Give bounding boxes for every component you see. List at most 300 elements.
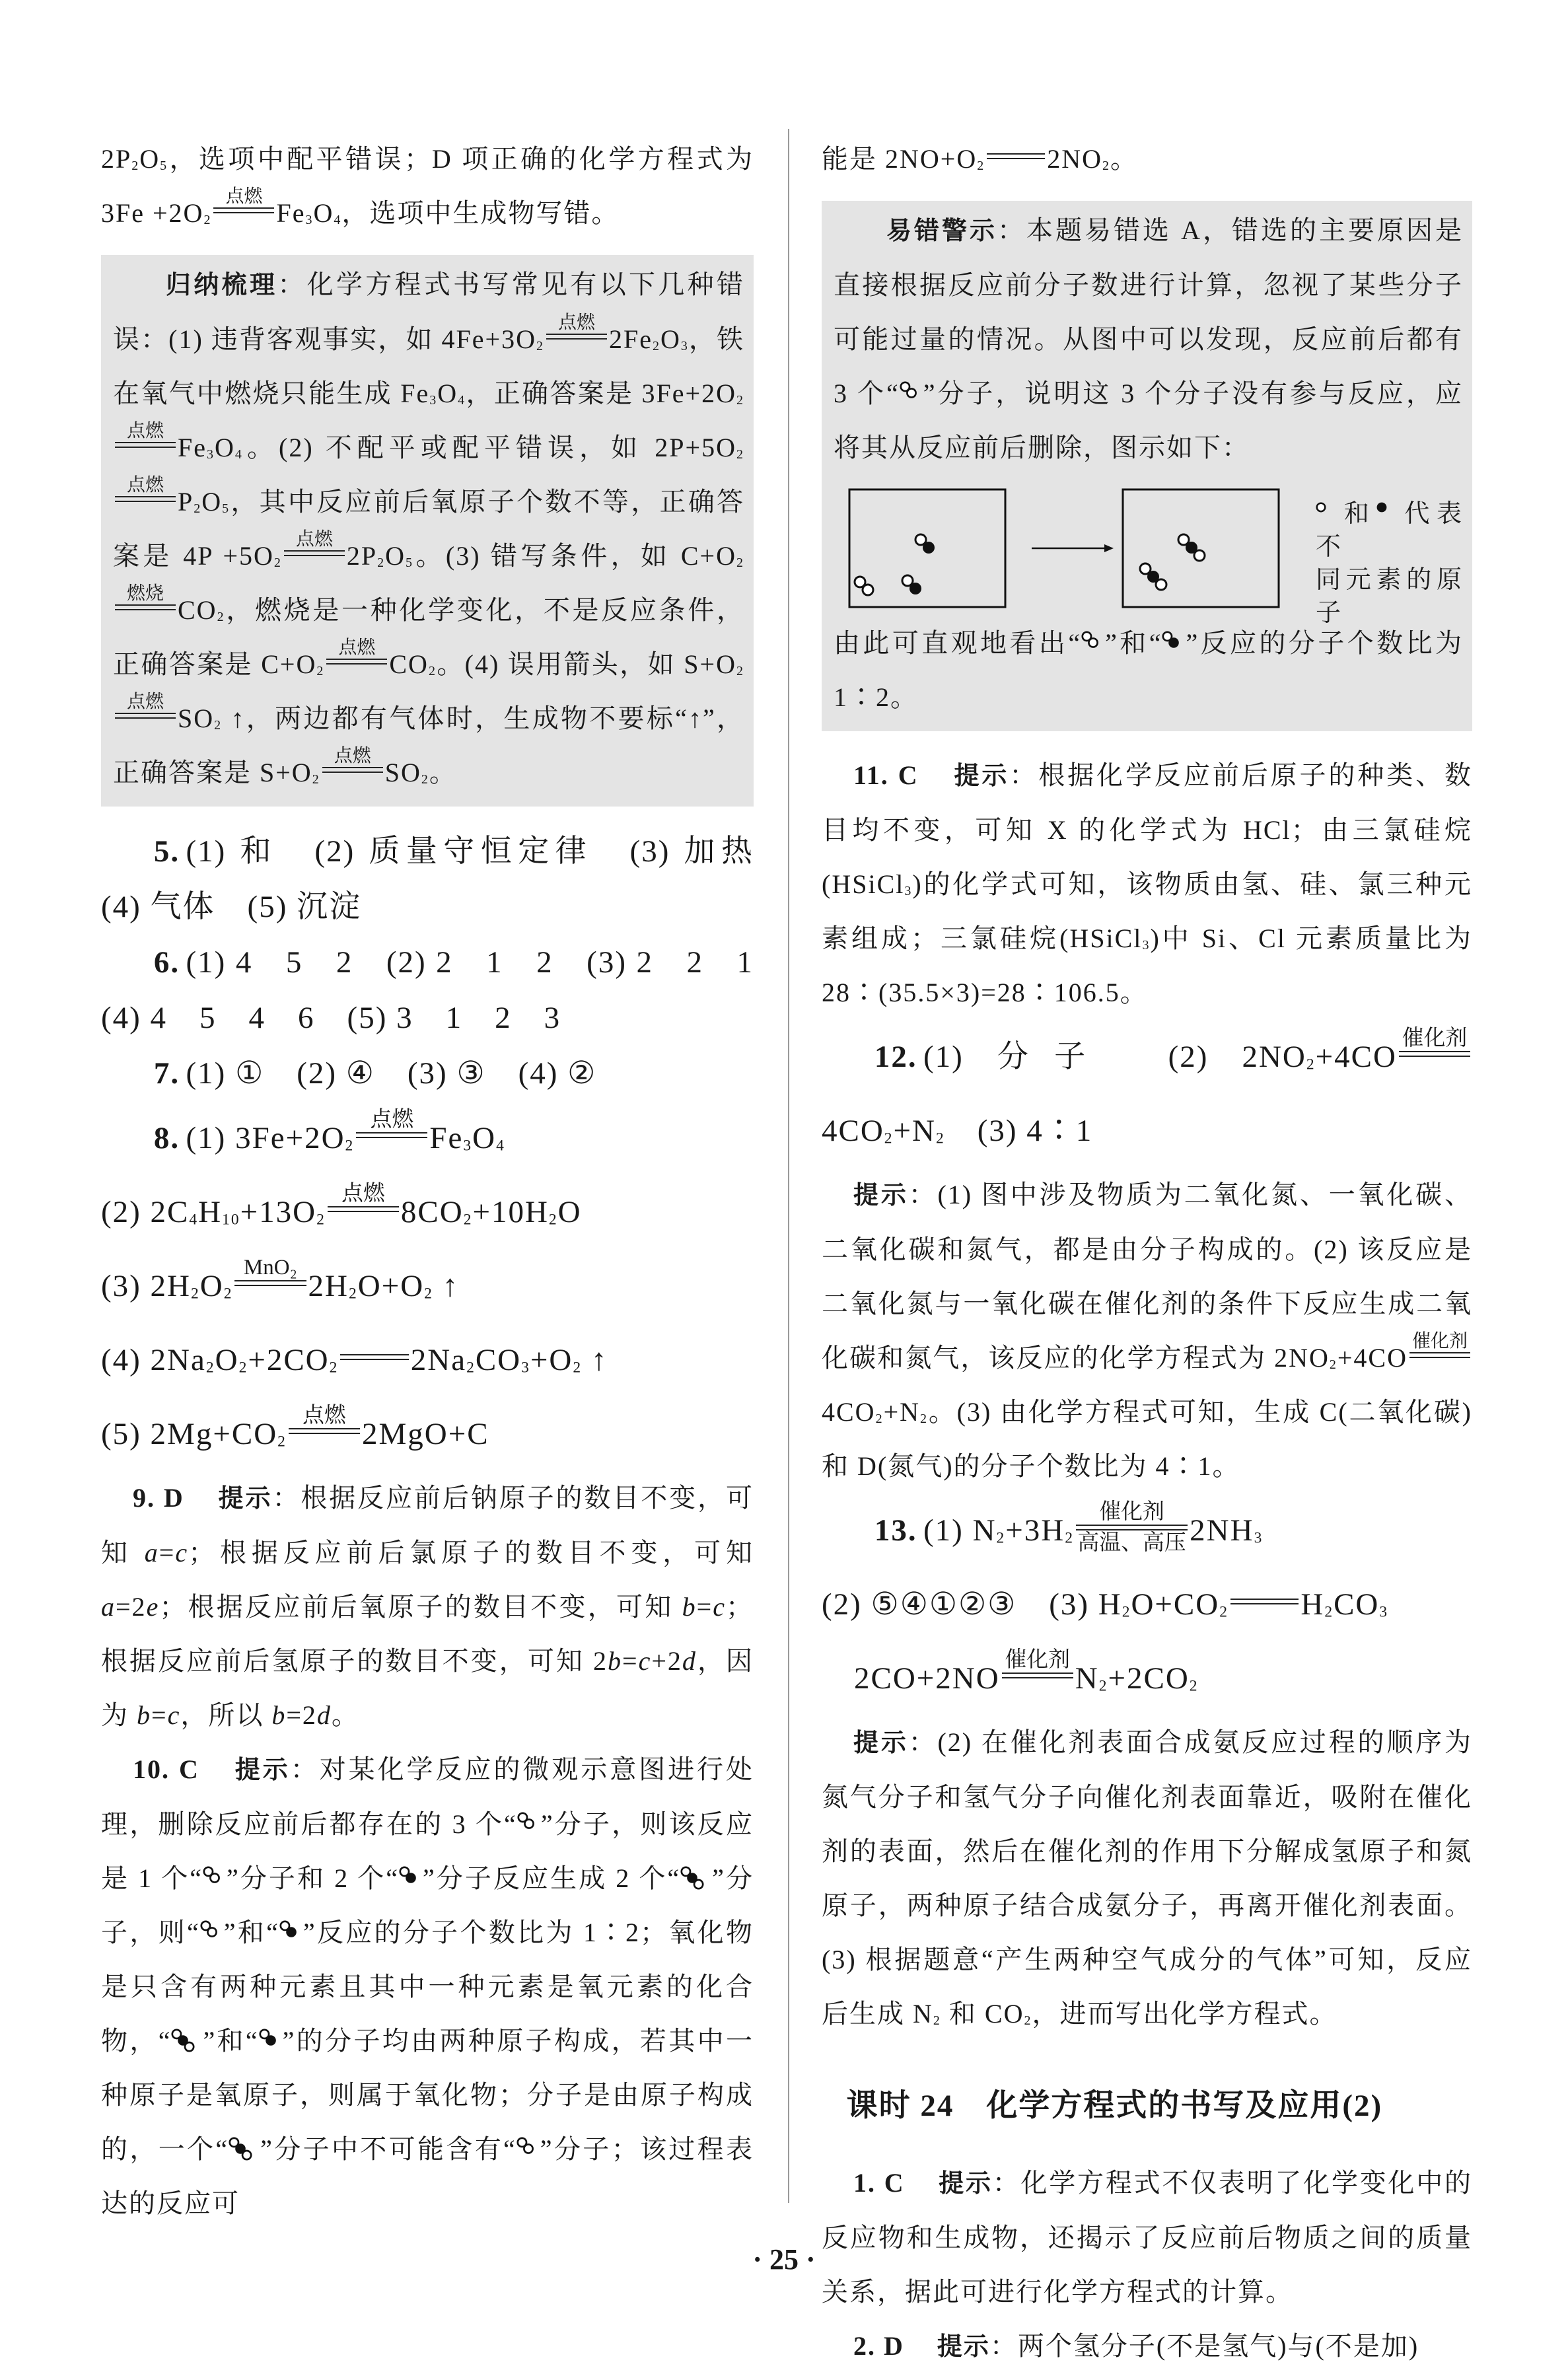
subscript: 2 (1189, 1677, 1199, 1695)
molecule-ob-icon (902, 575, 921, 594)
text: (1) 和 (2) 质量守恒定律 (3) 加热 (4) 气体 (5) 沉淀 (101, 834, 786, 924)
molecule-obo-icon (1178, 534, 1205, 561)
answer-paragraph (822, 2319, 1472, 2374)
question-number: 10. C (133, 1754, 199, 1784)
text: ：(1) 图中涉及物质为二氧化氮、一氧化碳、二氧化碳和氮气，都是由分子构成的。(2) 该反应是二氧化氮与一氧化碳在催化剂的条件下反应生成二氧化碳和氮气，该反应的化学方程式为 2NO (822, 1180, 1472, 1373)
condition-label: 催化剂 (1005, 1648, 1071, 1673)
equals-sign (987, 153, 1045, 159)
text: +2 (651, 1646, 682, 1676)
subscript: 2 (466, 1359, 476, 1377)
text: O (472, 1121, 497, 1155)
subscript: 3 (429, 393, 438, 408)
condition-label: 点燃 (334, 746, 371, 767)
text: ↑，两边都有气体时，生成物不要标“↑”，正确答案是 S+O (113, 703, 744, 787)
subscript: 2 (736, 664, 744, 678)
subscript: 2 (884, 1130, 894, 1147)
molecule-oo-icon (855, 577, 873, 595)
text: ，燃烧是一种化学变化，不是反应条件，正确答案是 C+O (113, 595, 744, 679)
molecule-obo-icon (171, 2026, 203, 2056)
text: (2) ⑤④①②③ (3) H (822, 1587, 1122, 1622)
reaction-condition-equals (1399, 1026, 1470, 1057)
subscript: 4 (496, 1137, 505, 1155)
text: ，选项中生成物写错。 (341, 198, 620, 228)
text: = (159, 1538, 176, 1567)
condition-label-below: 高温、高压 (1077, 1530, 1186, 1555)
answer-paragraph (101, 132, 754, 240)
molecule-ob-icon (915, 534, 935, 554)
subscript: 2 (329, 1359, 339, 1377)
text (909, 2331, 937, 2361)
answer-paragraph (101, 1743, 754, 2231)
text: SO (384, 758, 421, 787)
molecule-obo-icon (1140, 563, 1166, 590)
variable: c (713, 1592, 726, 1622)
text: Fe (276, 198, 306, 228)
subscript: 3 (680, 339, 689, 353)
text: 4CO (822, 1114, 884, 1148)
subscript: 2 (463, 1211, 473, 1229)
subscript: 2 (377, 556, 386, 570)
text: 。 (429, 758, 457, 787)
text: )中 Si、Cl 元素质量比为 28∶(35.5×3)=28∶106.5。 (822, 923, 1473, 1007)
subscript: 4 (458, 393, 466, 408)
subscript: 2 (736, 556, 744, 570)
text: O (215, 1343, 239, 1377)
text: +N (883, 1397, 921, 1427)
text: ，所以 (180, 1700, 272, 1730)
reaction-condition-equals (115, 475, 176, 502)
subscript: 2 (936, 1130, 945, 1147)
subscript: 2 (736, 447, 744, 462)
condition-label: 点燃 (303, 1404, 346, 1428)
text: ”分子，则该反应是 1 个“ (101, 1809, 754, 1893)
text (205, 1754, 235, 1784)
text: ，正确答案是 3Fe+2O (466, 378, 736, 408)
text: 。(3) 错写条件，如 C+O (413, 541, 736, 571)
text: +4CO (1337, 1343, 1408, 1373)
label: 提示 (853, 1182, 909, 1209)
arrowhead (1104, 544, 1114, 552)
text: 2P (346, 541, 378, 571)
variable: c (175, 1538, 189, 1567)
subscript: 2 (1065, 1529, 1074, 1547)
text: 8CO (400, 1195, 464, 1229)
subscript: 2 (214, 718, 223, 733)
answer-paragraph (822, 748, 1472, 1020)
label: 易错警示 (886, 217, 998, 245)
subscript: 4 (189, 1211, 199, 1229)
text: (1) 分子 (2) 2NO (923, 1040, 1306, 1074)
text: ：两个氢分子(不是氢气)与(不是加) (989, 2331, 1419, 2361)
subscript: 2 (875, 1412, 884, 1426)
subscript: 3 (1142, 938, 1151, 953)
text: (1) 4 5 2 (2) 2 1 2 (3) 2 2 1 (4) 4 5 4 6 (5) 3 1 2 3 (101, 945, 786, 1035)
label: 提示 (234, 1756, 291, 1784)
answer-paragraph (101, 935, 786, 1046)
question-number: 6. (153, 945, 180, 980)
reaction-condition-equals (1409, 1331, 1470, 1358)
text: O (660, 324, 681, 354)
text: +O (530, 1343, 573, 1377)
solid-atom-icon (1376, 500, 1399, 528)
text: Fe (178, 433, 207, 462)
subscript: 2 (273, 556, 282, 570)
text: =2 (286, 1700, 317, 1730)
subscript: 2 (223, 1285, 233, 1303)
reaction-condition-equals (356, 1108, 427, 1138)
subscript: 2 (920, 1412, 929, 1426)
subscript: 3 (207, 447, 215, 462)
text: (5) 2Mg+CO (101, 1417, 278, 1451)
reaction-condition-equals (1076, 1500, 1188, 1555)
text: 。 (331, 1700, 359, 1730)
text: 2MgO+C (361, 1417, 489, 1451)
text: (2) 2C (101, 1195, 190, 1229)
condition-label: 燃烧 (126, 583, 164, 604)
question-number: 1. C (853, 2168, 905, 2198)
subscript: 2 (573, 1359, 583, 1377)
text: ”的分子均由两种原子构成，若其中一种原子是氧原子，则属于氧化物；分子是由原子构成的，一个“ (101, 2026, 754, 2164)
text: (1) N (923, 1513, 997, 1548)
text: 2P (101, 144, 132, 174)
note-box (101, 255, 754, 807)
subscript: 3 (1254, 1529, 1264, 1547)
reaction-condition-equals (284, 529, 345, 556)
section-heading (822, 2073, 1472, 2139)
variable: e (146, 1592, 160, 1622)
text: 课时 24 化学方程式的书写及应用(2) (846, 2089, 1383, 2123)
label: 提示 (939, 2170, 993, 2198)
condition-label: 催化剂 (1099, 1500, 1164, 1525)
question-number: 5. (153, 834, 180, 869)
subscript: 2 (1024, 2013, 1032, 2028)
subscript: 3 (1379, 1603, 1389, 1621)
text: 。(3) 由化学方程式可知，生成 C(二氧化碳)和 D(氮气)的分子个数比为 4∶1。 (822, 1397, 1472, 1481)
text: Fe (429, 1121, 464, 1155)
question-number: 2. D (853, 2331, 904, 2361)
text: ”分子，说明这 3 个分子没有参与反应，应将其从反应前后删除，图示如下： (834, 378, 1463, 462)
molecule-oo-icon (900, 378, 923, 408)
answer-paragraph (822, 1493, 1472, 1715)
text: +10H (472, 1195, 549, 1229)
reaction-condition-equals (289, 1404, 360, 1434)
subscript: 2 (1122, 1603, 1131, 1621)
note-box (822, 201, 1472, 731)
subscript: 2 (205, 1359, 215, 1377)
text: ”分子和 2 个“ (227, 1863, 399, 1893)
answer-paragraph (822, 1020, 1472, 1168)
condition-label: 点燃 (341, 1182, 385, 1206)
text: 2Fe (608, 324, 653, 354)
answer-paragraph (101, 1101, 754, 1471)
legend-text: 代表不 (1316, 500, 1463, 561)
subscript: 2 (238, 1359, 248, 1377)
label: 提示 (218, 1485, 273, 1513)
subscript: 2 (277, 1433, 287, 1451)
molecule-oo-icon (517, 1809, 541, 1839)
condition-label: 催化剂 (1411, 1331, 1468, 1352)
answer-paragraph (822, 1715, 1472, 2041)
variable: b (682, 1592, 697, 1622)
reaction-condition-equals (328, 1182, 399, 1212)
text: ，选项中配平错误；D 项正确的化学方程式为 3Fe +2O (101, 144, 754, 228)
subscript: 2 (421, 772, 429, 787)
subscript: 2 (1329, 1357, 1337, 1372)
answer-paragraph (101, 1046, 754, 1101)
subscript: 2 (736, 393, 744, 408)
text: ，进而写出化学方程式。 (1032, 1999, 1337, 2029)
subscript: 3 (521, 1359, 530, 1377)
subscript: 2 (1098, 1677, 1108, 1695)
text: ”反应的分子个数比为 1∶2。 (834, 628, 1463, 712)
text: +2CO (248, 1343, 330, 1377)
text: ：根据化学反应前后原子的种类、数目均不变，可知 X 的化学式为 HCl；由三氯硅烷(HSiCl (822, 760, 1473, 899)
text: ：化学方程式书写常见有以下几种错误：(1) 违背客观事实，如 4Fe+3O (113, 270, 744, 354)
after-box (1123, 489, 1279, 607)
text: = (151, 1700, 168, 1730)
molecule-oo-icon (200, 1918, 224, 1947)
text: 2Na (410, 1343, 467, 1377)
text: 。 (1110, 144, 1138, 174)
condition-label: 点燃 (295, 529, 333, 550)
text: +13O (240, 1195, 317, 1229)
label: 提示 (954, 762, 1010, 790)
text: O (313, 198, 334, 228)
subscript: 2 (548, 1211, 558, 1229)
subscript: 2 (312, 772, 320, 787)
molecule-ob-icon (279, 1918, 303, 1947)
text: ：对某化学反应的微观示意图进行处理，删除反应前后都存在的 3 个“ (101, 1754, 754, 1839)
text: O (201, 487, 223, 517)
text: 2CO+2NO (822, 1661, 1000, 1696)
variable: d (682, 1646, 697, 1676)
text: P (178, 487, 194, 517)
question-number: 13. (874, 1513, 917, 1548)
label: 提示 (853, 1729, 909, 1757)
text: (1) ① (2) ④ (3) ③ (4) ② (186, 1056, 597, 1091)
text: ，其中反应前后氧原子个数不等，正确答案是 4P +5O (113, 487, 744, 571)
subscript: 2 (349, 1285, 358, 1303)
variable: a (144, 1538, 159, 1567)
subscript: 2 (424, 1285, 433, 1303)
text: O (139, 144, 160, 174)
subscript: 2 (652, 339, 660, 353)
text: (3) 2H (101, 1269, 191, 1303)
text: O (557, 1195, 582, 1229)
text: ”分子中不可能含有“ (260, 2134, 517, 2164)
text: ”和“ (1105, 628, 1162, 658)
subscript: 2 (131, 159, 140, 173)
molecule-oo-icon (1081, 628, 1105, 658)
subscript: 5 (406, 556, 414, 570)
text: ”分子，则“ (101, 1863, 754, 1947)
question-number: 12. (874, 1040, 917, 1074)
text (924, 760, 954, 790)
condition-label: 点燃 (225, 186, 263, 207)
reaction-condition-equals (322, 746, 383, 773)
text: ”和“ (223, 1918, 279, 1947)
text: O (199, 1269, 224, 1303)
question-number: 9. D (133, 1483, 184, 1513)
answer-paragraph (101, 824, 786, 935)
text: 4CO (822, 1397, 876, 1427)
text: ↑ (582, 1343, 608, 1377)
condition-label: 点燃 (557, 312, 595, 334)
text: 和 CO (941, 1999, 1024, 2029)
hollow-atom-icon (1316, 500, 1338, 528)
right-column (822, 132, 1472, 2374)
subscript: 2 (217, 610, 225, 624)
legend-and: 和 (1338, 500, 1376, 528)
text: ：(2) 在催化剂表面合成氨反应过程的顺序为氮气分子和氢气分子向催化剂表面靠近，吸附在催化剂的表面，然后在催化剂的作用下分解成氢原子和氮原子，两种原子结合成氨分子，再离开催化剂表面。(3) 根据题意“产生两种空气成分的气体”可知，反应后生成 N (822, 1727, 1472, 2029)
subscript: 2 (977, 159, 985, 173)
answer-paragraph (101, 1471, 754, 1743)
condition-label: MnO₂ (244, 1256, 297, 1280)
text: ：本题易错选 A，错选的主要原因是直接根据反应前分子数进行计算，忽视了某些分子可能过量的情况。从图中可以发现，反应前后都有 3 个“ (834, 215, 1463, 408)
text: N (1075, 1661, 1099, 1696)
variable: d (316, 1700, 332, 1730)
subscript: 5 (222, 501, 231, 516)
text: O (385, 541, 406, 571)
reaction-condition-equals (234, 1256, 306, 1286)
text: +4CO (1315, 1040, 1397, 1074)
subscript: 2 (191, 1285, 200, 1303)
text: O+O (357, 1269, 425, 1303)
molecule-ob-icon (399, 1863, 423, 1893)
subscript: 2 (345, 1137, 355, 1155)
reaction-condition-equals (115, 583, 176, 610)
text: +N (893, 1114, 936, 1148)
text: O (437, 378, 458, 408)
molecule-oo-icon (517, 2134, 540, 2164)
subscript: 2 (1324, 1603, 1334, 1621)
equals-sign (1230, 1599, 1299, 1604)
molecule-ob-icon (259, 2026, 283, 2056)
diagram-legend (1316, 497, 1463, 629)
text: ，铁在氧气中燃烧只能生成 Fe (113, 324, 745, 408)
subscript: 2 (316, 1211, 326, 1229)
subscript: 2 (316, 664, 325, 678)
text: CO (389, 649, 429, 679)
equals-sign (340, 1354, 408, 1360)
text: ”和“ (203, 2026, 259, 2056)
reaction-condition-equals (115, 421, 176, 448)
label: 归纳梳理 (166, 271, 278, 299)
text: SO (178, 703, 215, 733)
reaction-condition-equals (326, 637, 387, 665)
variable: b (271, 1700, 287, 1730)
text: 能是 2NO+O (822, 144, 978, 174)
text: ；根据反应前后氯原子的数目不变，可知 (188, 1538, 754, 1567)
reaction-condition-equals (213, 186, 274, 213)
column-divider (788, 129, 789, 2203)
text: ↑ (433, 1269, 460, 1303)
variable: c (638, 1646, 652, 1676)
text: ：化学方程式不仅表明了化学变化中的反应物和生成物，还揭示了反应前后物质之间的质量关系，据此可进行化学方程式的计算。 (822, 2168, 1473, 2307)
text (910, 2168, 939, 2198)
subscript: 4 (334, 213, 342, 227)
text: ；根据反应前后氧原子的数目不变，可知 (159, 1592, 682, 1622)
text: (3) 4∶1 (944, 1114, 1093, 1148)
left-column (101, 132, 786, 2231)
condition-label: 催化剂 (1402, 1026, 1468, 1051)
answer-paragraph (822, 1168, 1472, 1493)
subscript: 2 (1219, 1603, 1229, 1621)
page-number: · 25 · (752, 2243, 816, 2276)
text: H (198, 1195, 223, 1229)
text: ；根据反应前后氢原子的数目不变，可知 2 (101, 1592, 754, 1676)
text: )的化学式可知，该物质由氢、硅、氯三种元素组成；三氯硅烷(HSiCl (822, 869, 1472, 953)
text: CO (178, 595, 217, 625)
subscript: 2 (194, 501, 202, 516)
reaction-condition-equals (1002, 1648, 1073, 1678)
text: 2NH (1190, 1513, 1254, 1548)
text: ，因为 (101, 1646, 754, 1730)
legend-text: 同元素的原子 (1316, 566, 1463, 627)
text: H (1301, 1587, 1325, 1622)
molecule-obo-icon (229, 2134, 260, 2164)
text: 。(2) 不配平或配平错误，如 2P+5O (242, 433, 736, 462)
question-number: 7. (153, 1056, 180, 1091)
text: +3H (1005, 1513, 1065, 1548)
text: 2NO (1047, 144, 1102, 174)
reaction-diagram (834, 484, 1463, 627)
answer-paragraph (822, 2156, 1472, 2319)
text: =2 (116, 1592, 147, 1622)
text: (1) 3Fe+2O (186, 1121, 345, 1155)
text: = (696, 1592, 713, 1622)
text: ：根据反应前后钠原子的数目不变，可知 (101, 1483, 754, 1567)
molecule-obo-icon (680, 1863, 712, 1893)
text: ”反应的分子个数比为 1∶2；氧化物是只含有两种元素且其中一种元素是氧元素的化合物，“ (101, 1918, 754, 2056)
question-number: 11. C (853, 760, 919, 790)
reaction-condition-equals (115, 692, 176, 719)
text: ”分子；该过程表达的反应可 (101, 2134, 754, 2218)
subscript: 5 (160, 159, 168, 173)
text (190, 1483, 219, 1513)
subscript: 3 (904, 884, 913, 898)
answer-paragraph (822, 132, 1472, 186)
text: (4) 2Na (101, 1343, 206, 1377)
variable: a (101, 1592, 116, 1622)
question-number: 8. (153, 1121, 180, 1155)
text: ”分子反应生成 2 个“ (422, 1863, 681, 1893)
condition-label: 点燃 (338, 637, 376, 659)
text: 。(4) 误用箭头，如 S+O (436, 649, 736, 679)
variable: b (137, 1700, 151, 1730)
subscript: 4 (234, 447, 243, 462)
text: 2H (308, 1269, 349, 1303)
text: O+CO (1131, 1587, 1220, 1622)
text: CO (475, 1343, 522, 1377)
reaction-condition-equals (546, 312, 607, 340)
subscript: 3 (305, 213, 314, 227)
subscript: 2 (428, 664, 437, 678)
molecule-ob-icon (1162, 628, 1186, 658)
label: 提示 (937, 2333, 990, 2361)
condition-label: 点燃 (126, 475, 164, 496)
condition-label: 点燃 (370, 1108, 414, 1132)
text: O (215, 433, 235, 462)
text: +2CO (1108, 1661, 1190, 1696)
condition-label: 点燃 (126, 692, 164, 713)
subscript: 2 (933, 2013, 941, 2028)
subscript: 2 (996, 1529, 1006, 1547)
condition-label: 点燃 (126, 421, 164, 442)
text: CO (1334, 1587, 1380, 1622)
subscript: 10 (222, 1211, 240, 1229)
variable: c (167, 1700, 181, 1730)
